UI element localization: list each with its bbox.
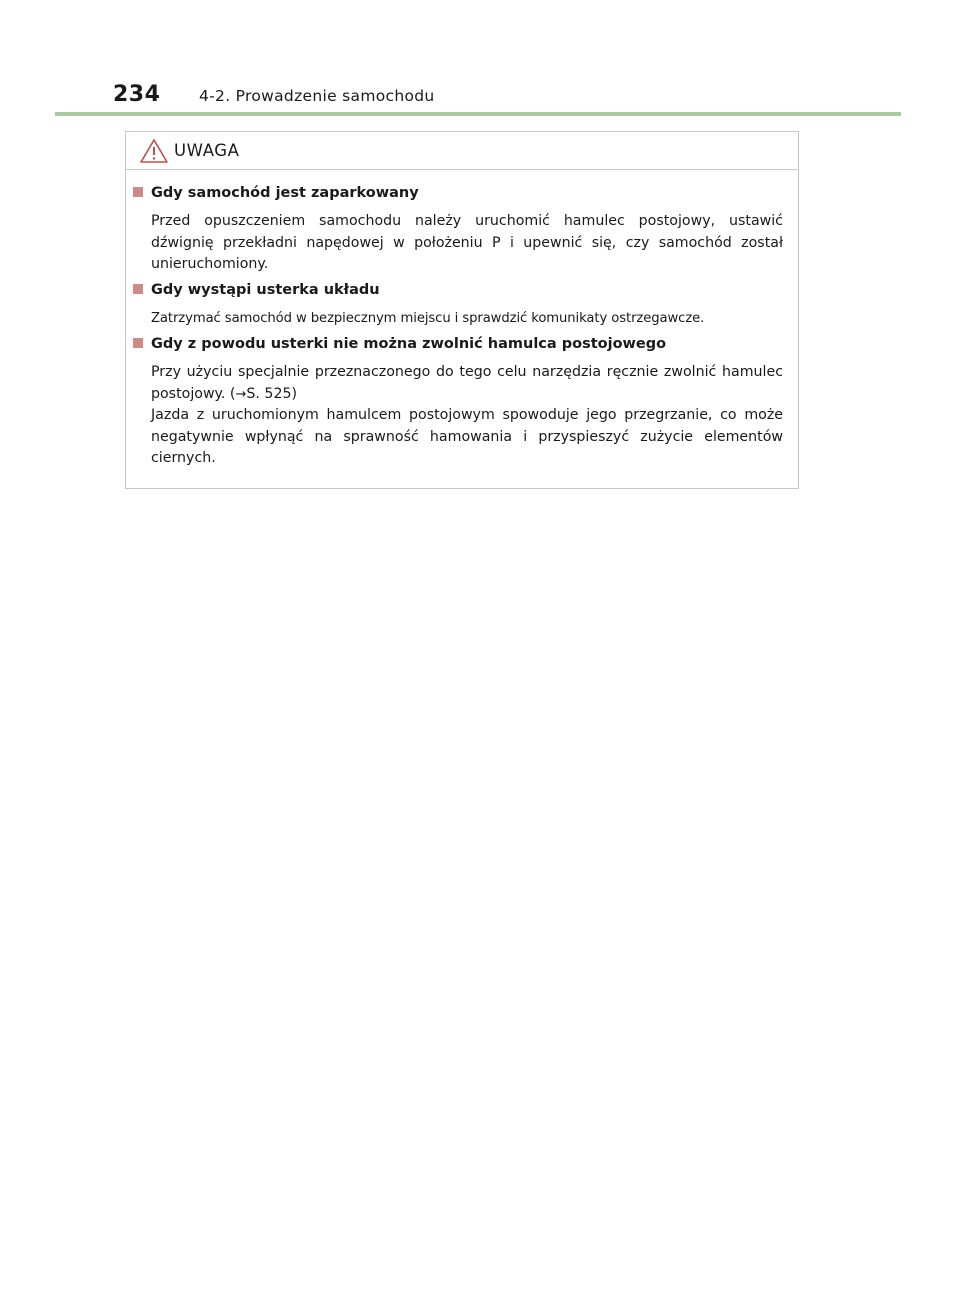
- warning-header: [126, 132, 798, 170]
- warning-triangle-icon: [139, 138, 169, 164]
- item-heading: [133, 282, 380, 298]
- item-heading-text: Gdy wystąpi usterka układu: [151, 282, 380, 298]
- arrow-right-icon: →: [235, 386, 247, 402]
- header-rule: [55, 112, 901, 116]
- item-body: Przed opuszczeniem samochodu należy uruchomić hamulec postojowy, ustawić dźwignię przekładni napędowej w położeniu P i upewnić się, czy samochód został unieruchomiony.: [151, 213, 783, 272]
- item-heading: [133, 336, 666, 352]
- item-body: [151, 308, 783, 330]
- page-reference-link[interactable]: S. 525): [246, 385, 298, 402]
- item-body-text: Przy użyciu specjalnie przeznaczonego do tego celu narzędzia ręcznie zwolnić hamulec postojowy. (: [151, 364, 783, 402]
- section-title: 4-2. Prowadzenie samochodu: [199, 87, 435, 105]
- item-heading-text: Gdy samochód jest zaparkowany: [151, 185, 419, 201]
- square-bullet-icon: [133, 284, 143, 294]
- page-number: 234: [113, 82, 161, 107]
- item-body-paragraph: [151, 362, 783, 405]
- square-bullet-icon: [133, 187, 143, 197]
- item-heading: [133, 185, 419, 201]
- warning-label: UWAGA: [174, 141, 240, 160]
- item-body-paragraph: Jazda z uruchomionym hamulcem postojowym spowoduje jego przegrzanie, co może negatywnie wpłynąć na sprawność hamowania i przyspieszyć zużycie elementów ciernych.: [151, 407, 783, 466]
- item-body-text: Zatrzymać samochód w bezpiecznym miejscu i sprawdzić komunikaty ostrzegawcze.: [151, 311, 705, 326]
- item-heading-text: Gdy z powodu usterki nie można zwolnić hamulca postojowego: [151, 336, 667, 352]
- square-bullet-icon: [133, 338, 143, 348]
- item-body: [151, 362, 783, 470]
- warning-box: [125, 131, 799, 489]
